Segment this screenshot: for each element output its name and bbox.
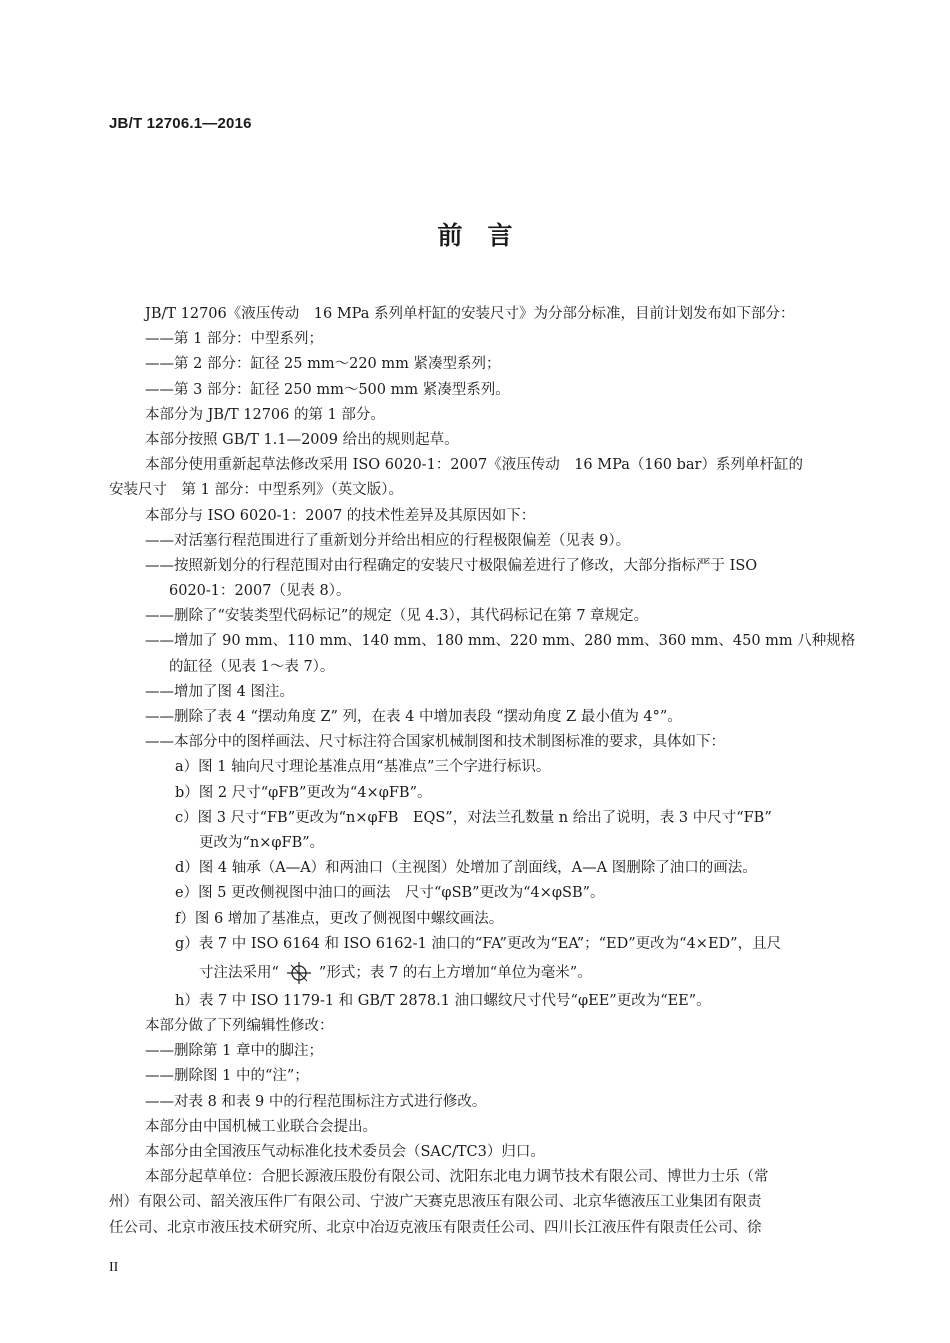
list-item-continuation: 6020-1：2007（见表 8）。 — [169, 583, 351, 600]
foreword-body — [109, 302, 857, 1241]
list-item: ——对活塞行程范围进行了重新划分并给出相应的行程极限偏差（见表 9）。 — [145, 532, 631, 549]
sub-item: a）图 1 轴向尺寸理论基准点用“基准点”三个字进行标识。 — [175, 759, 551, 776]
sub-item-text: 寸注法采用“ — [199, 964, 279, 981]
sub-item-text-tail: ”形式；表 7 的右上方增加“单位为毫米”。 — [318, 964, 592, 981]
paragraph-line: 本部分由中国机械工业联合会提出。 — [145, 1118, 377, 1135]
sub-item: b）图 2 尺寸“φFB”更改为“4×φFB”。 — [175, 784, 432, 801]
paragraph-line: 州）有限公司、韶关液压件厂有限公司、宁波广天赛克思液压有限公司、北京华德液压工业集团有限责 — [109, 1194, 762, 1211]
paragraph-line: 本部分为 JB/T 12706 的第 1 部分。 — [145, 406, 385, 423]
paragraph-line: 本部分由全国液压气动标准化技术委员会（SAC/TC3）归口。 — [145, 1144, 545, 1160]
list-item: ——删除第 1 章中的脚注； — [145, 1043, 323, 1060]
sub-item: f）图 6 增加了基准点，更改了侧视图中螺纹画法。 — [175, 910, 504, 927]
list-item-continuation: 的缸径（见表 1～表 7）。 — [169, 658, 335, 675]
standard-code: JB/T 12706.1—2016 — [109, 115, 252, 132]
page-title: 前 言 — [437, 221, 513, 250]
list-item: ——增加了图 4 图注。 — [145, 683, 294, 700]
paragraph-line: 本部分按照 GB/T 1.1—2009 给出的规则起草。 — [145, 431, 459, 448]
sub-item: h）表 7 中 ISO 1179-1 和 GB/T 2878.1 油口螺纹尺寸代号“φEE”更改为“EE”。 — [175, 992, 711, 1009]
list-item: ——按照新划分的行程范围对由行程确定的安装尺寸极限偏差进行了修改，大部分指标严于 ISO — [145, 557, 758, 574]
list-item: ——对表 8 和表 9 中的行程范围标注方式进行修改。 — [145, 1093, 487, 1110]
paragraph-line: 本部分与 ISO 6020-1：2007 的技术性差异及其原因如下： — [145, 507, 536, 524]
paragraph-line: 任公司、北京市液压技术研究所、北京中冶迈克液压有限责任公司、四川长江液压件有限责任公司、徐 — [109, 1219, 762, 1236]
paragraph-line: 本部分起草单位：合肥长源液压股份有限公司、沈阳东北电力调节技术有限公司、博世力士乐（常 — [145, 1169, 769, 1186]
sub-item-continuation — [109, 957, 857, 989]
list-item: ——删除图 1 中的“注”； — [145, 1068, 309, 1085]
sub-item: e）图 5 更改侧视图中油口的画法 尺寸“φSB”更改为“4×φSB”。 — [175, 885, 605, 902]
paragraph-line: 本部分使用重新起草法修改采用 ISO 6020-1：2007《液压传动 16 MPa（160 bar）系列单杆缸的 — [145, 457, 803, 474]
list-item: ——第 3 部分：缸径 250 mm～500 mm 紧凑型系列。 — [145, 381, 510, 398]
paragraph-line: 安装尺寸 第 1 部分：中型系列》（英文版）。 — [109, 482, 403, 499]
paragraph-line: JB/T 12706《液压传动 16 MPa 系列单杆缸的安装尺寸》为分部分标准，目前计划发布如下部分： — [145, 306, 795, 322]
sub-item-continuation: 更改为“n×φFB”。 — [199, 834, 325, 851]
position-tolerance-symbol-icon — [279, 962, 319, 984]
paragraph-line: 本部分做了下列编辑性修改： — [145, 1018, 334, 1035]
list-item: ——增加了 90 mm、110 mm、140 mm、180 mm、220 mm、280 mm、360 mm、450 mm 八种规格 — [145, 633, 856, 650]
sub-item: d）图 4 轴承（A—A）和两油口（主视图）处增加了剖面线，A—A 图删除了油口的画法。 — [175, 860, 757, 877]
list-item: ——删除了“安装类型代码标记”的规定（见 4.3），其代码标记在第 7 章规定。 — [145, 608, 649, 625]
sub-item: g）表 7 中 ISO 6164 和 ISO 6162-1 油口的“FA”更改为“EA”；“ED”更改为“4×ED”，且尺 — [175, 935, 782, 952]
page-number: II — [109, 1260, 119, 1275]
list-item: ——本部分中的图样画法、尺寸标注符合国家机械制图和技术制图标准的要求，具体如下： — [145, 734, 725, 751]
list-item: ——第 1 部分：中型系列； — [145, 331, 323, 348]
list-item: ——第 2 部分：缸径 25 mm～220 mm 紧凑型系列； — [145, 356, 501, 373]
list-item: ——删除了表 4 “摆动角度 Z” 列，在表 4 中增加表段 “摆动角度 Z 最小值为 4°”。 — [145, 709, 682, 725]
sub-item: c）图 3 尺寸“FB”更改为“n×φFB EQS”，对法兰孔数量 n 给出了说明，表 3 中尺寸“FB” — [175, 809, 772, 826]
